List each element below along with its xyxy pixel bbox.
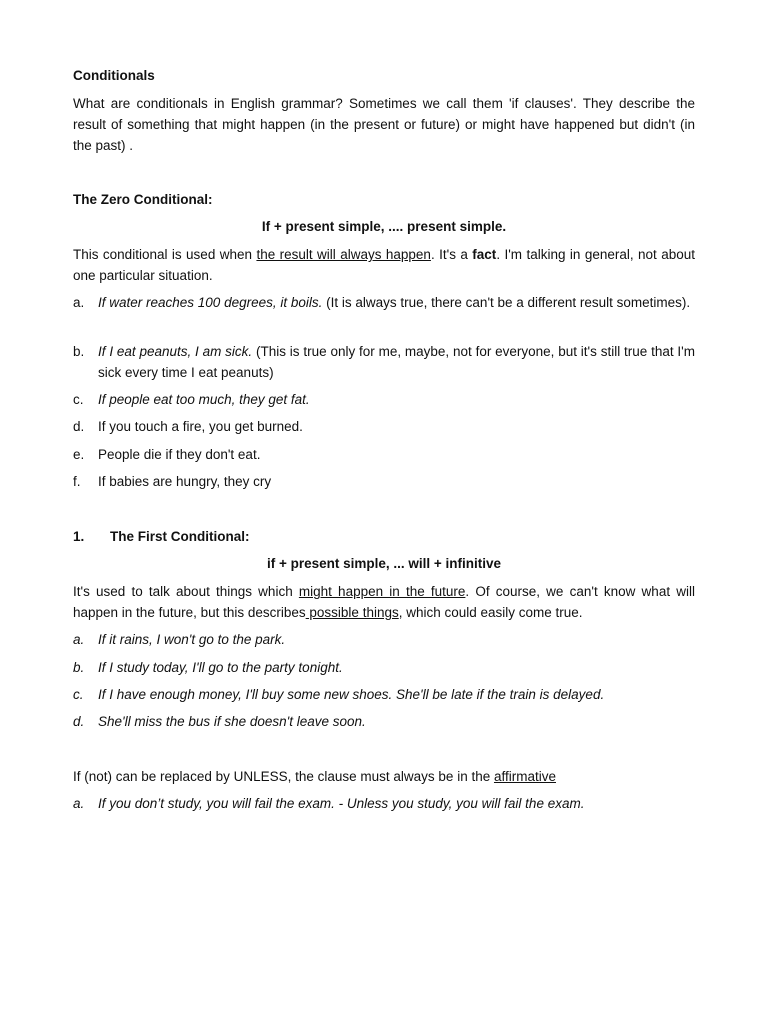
list-marker: a.	[73, 295, 85, 310]
list-item	[73, 657, 695, 678]
zero-conditional-heading: The Zero Conditional:	[73, 192, 213, 207]
list-marker: c.	[73, 687, 84, 702]
unless-paragraph	[73, 766, 695, 787]
first-conditional-description	[73, 581, 695, 623]
example-italic: If people eat too much, they get fat.	[98, 392, 310, 407]
unless-text: If (not) can be replaced by UNLESS, the clause must always be in the	[73, 769, 494, 784]
desc-bold: fact	[472, 247, 497, 262]
list-item	[73, 416, 695, 437]
unless-underlined: affirmative	[493, 769, 556, 784]
example-note: (It is always true, there can't be a different result sometimes).	[322, 295, 691, 310]
list-marker: d.	[73, 419, 85, 434]
example-italic: If water reaches 100 degrees, it boils.	[98, 295, 323, 310]
zero-conditional-formula: If + present simple, .... present simple.	[261, 219, 507, 234]
desc-text: This conditional is used when	[73, 247, 257, 262]
example-text: If babies are hungry, they cry	[98, 474, 272, 489]
list-marker: d.	[73, 714, 85, 729]
desc-text: , which could easily come true.	[398, 605, 583, 620]
example-italic: If you don’t study, you will fail the exam. - Unless you study, you will fail the exam.	[98, 796, 585, 811]
list-item	[73, 793, 695, 814]
list-item	[73, 711, 695, 732]
first-conditional-formula: if + present simple, ... will + infinitive	[266, 556, 502, 571]
list-marker: f.	[73, 474, 81, 489]
list-marker: c.	[73, 392, 84, 407]
list-marker: a.	[73, 632, 85, 647]
list-marker: b.	[73, 344, 85, 359]
list-item	[73, 389, 695, 410]
example-note: (This is true only for me, maybe, not for everyone, but it's still true that I'm sick every time I eat peanuts)	[98, 344, 695, 380]
desc-text: . It's a	[430, 247, 473, 262]
list-item	[73, 684, 695, 705]
list-item	[73, 292, 695, 313]
desc-underlined: might happen in the future	[298, 584, 466, 599]
example-italic: If I study today, I'll go to the party tonight.	[98, 660, 343, 675]
example-text: If you touch a fire, you get burned.	[98, 419, 303, 434]
list-marker: a.	[73, 796, 85, 811]
list-item	[73, 341, 695, 383]
desc-text: It's used to talk about things which	[73, 584, 299, 599]
first-conditional-heading	[73, 526, 695, 547]
section-heading-text: The First Conditional:	[110, 529, 250, 544]
example-italic: If I have enough money, I'll buy some new shoes. She'll be late if the train is delayed.	[98, 687, 605, 702]
list-marker: e.	[73, 447, 85, 462]
section-number: 1.	[73, 529, 85, 544]
intro-paragraph: What are conditionals in English grammar? Sometimes we call them 'if clauses'. They describe the result of something that might happen (in the present or future) or might have happened but didn't (in the past) .	[73, 96, 695, 153]
desc-underlined: possible things	[305, 605, 399, 620]
list-item	[73, 471, 695, 492]
example-text: People die if they don't eat.	[98, 447, 261, 462]
list-marker: b.	[73, 660, 85, 675]
example-italic: If I eat peanuts, I am sick.	[98, 344, 253, 359]
example-italic: If it rains, I won't go to the park.	[98, 632, 286, 647]
list-item	[73, 629, 695, 650]
document-title: Conditionals	[73, 68, 155, 83]
zero-conditional-description	[73, 244, 695, 286]
list-item	[73, 444, 695, 465]
desc-text: . I'm talking in general, not about one particular situation.	[73, 247, 696, 283]
desc-text: . Of course, we can't know what will happen in the future, but this describes	[73, 584, 695, 620]
desc-underlined: the result will always happen	[256, 247, 431, 262]
example-italic: She'll miss the bus if she doesn't leave soon.	[98, 714, 366, 729]
